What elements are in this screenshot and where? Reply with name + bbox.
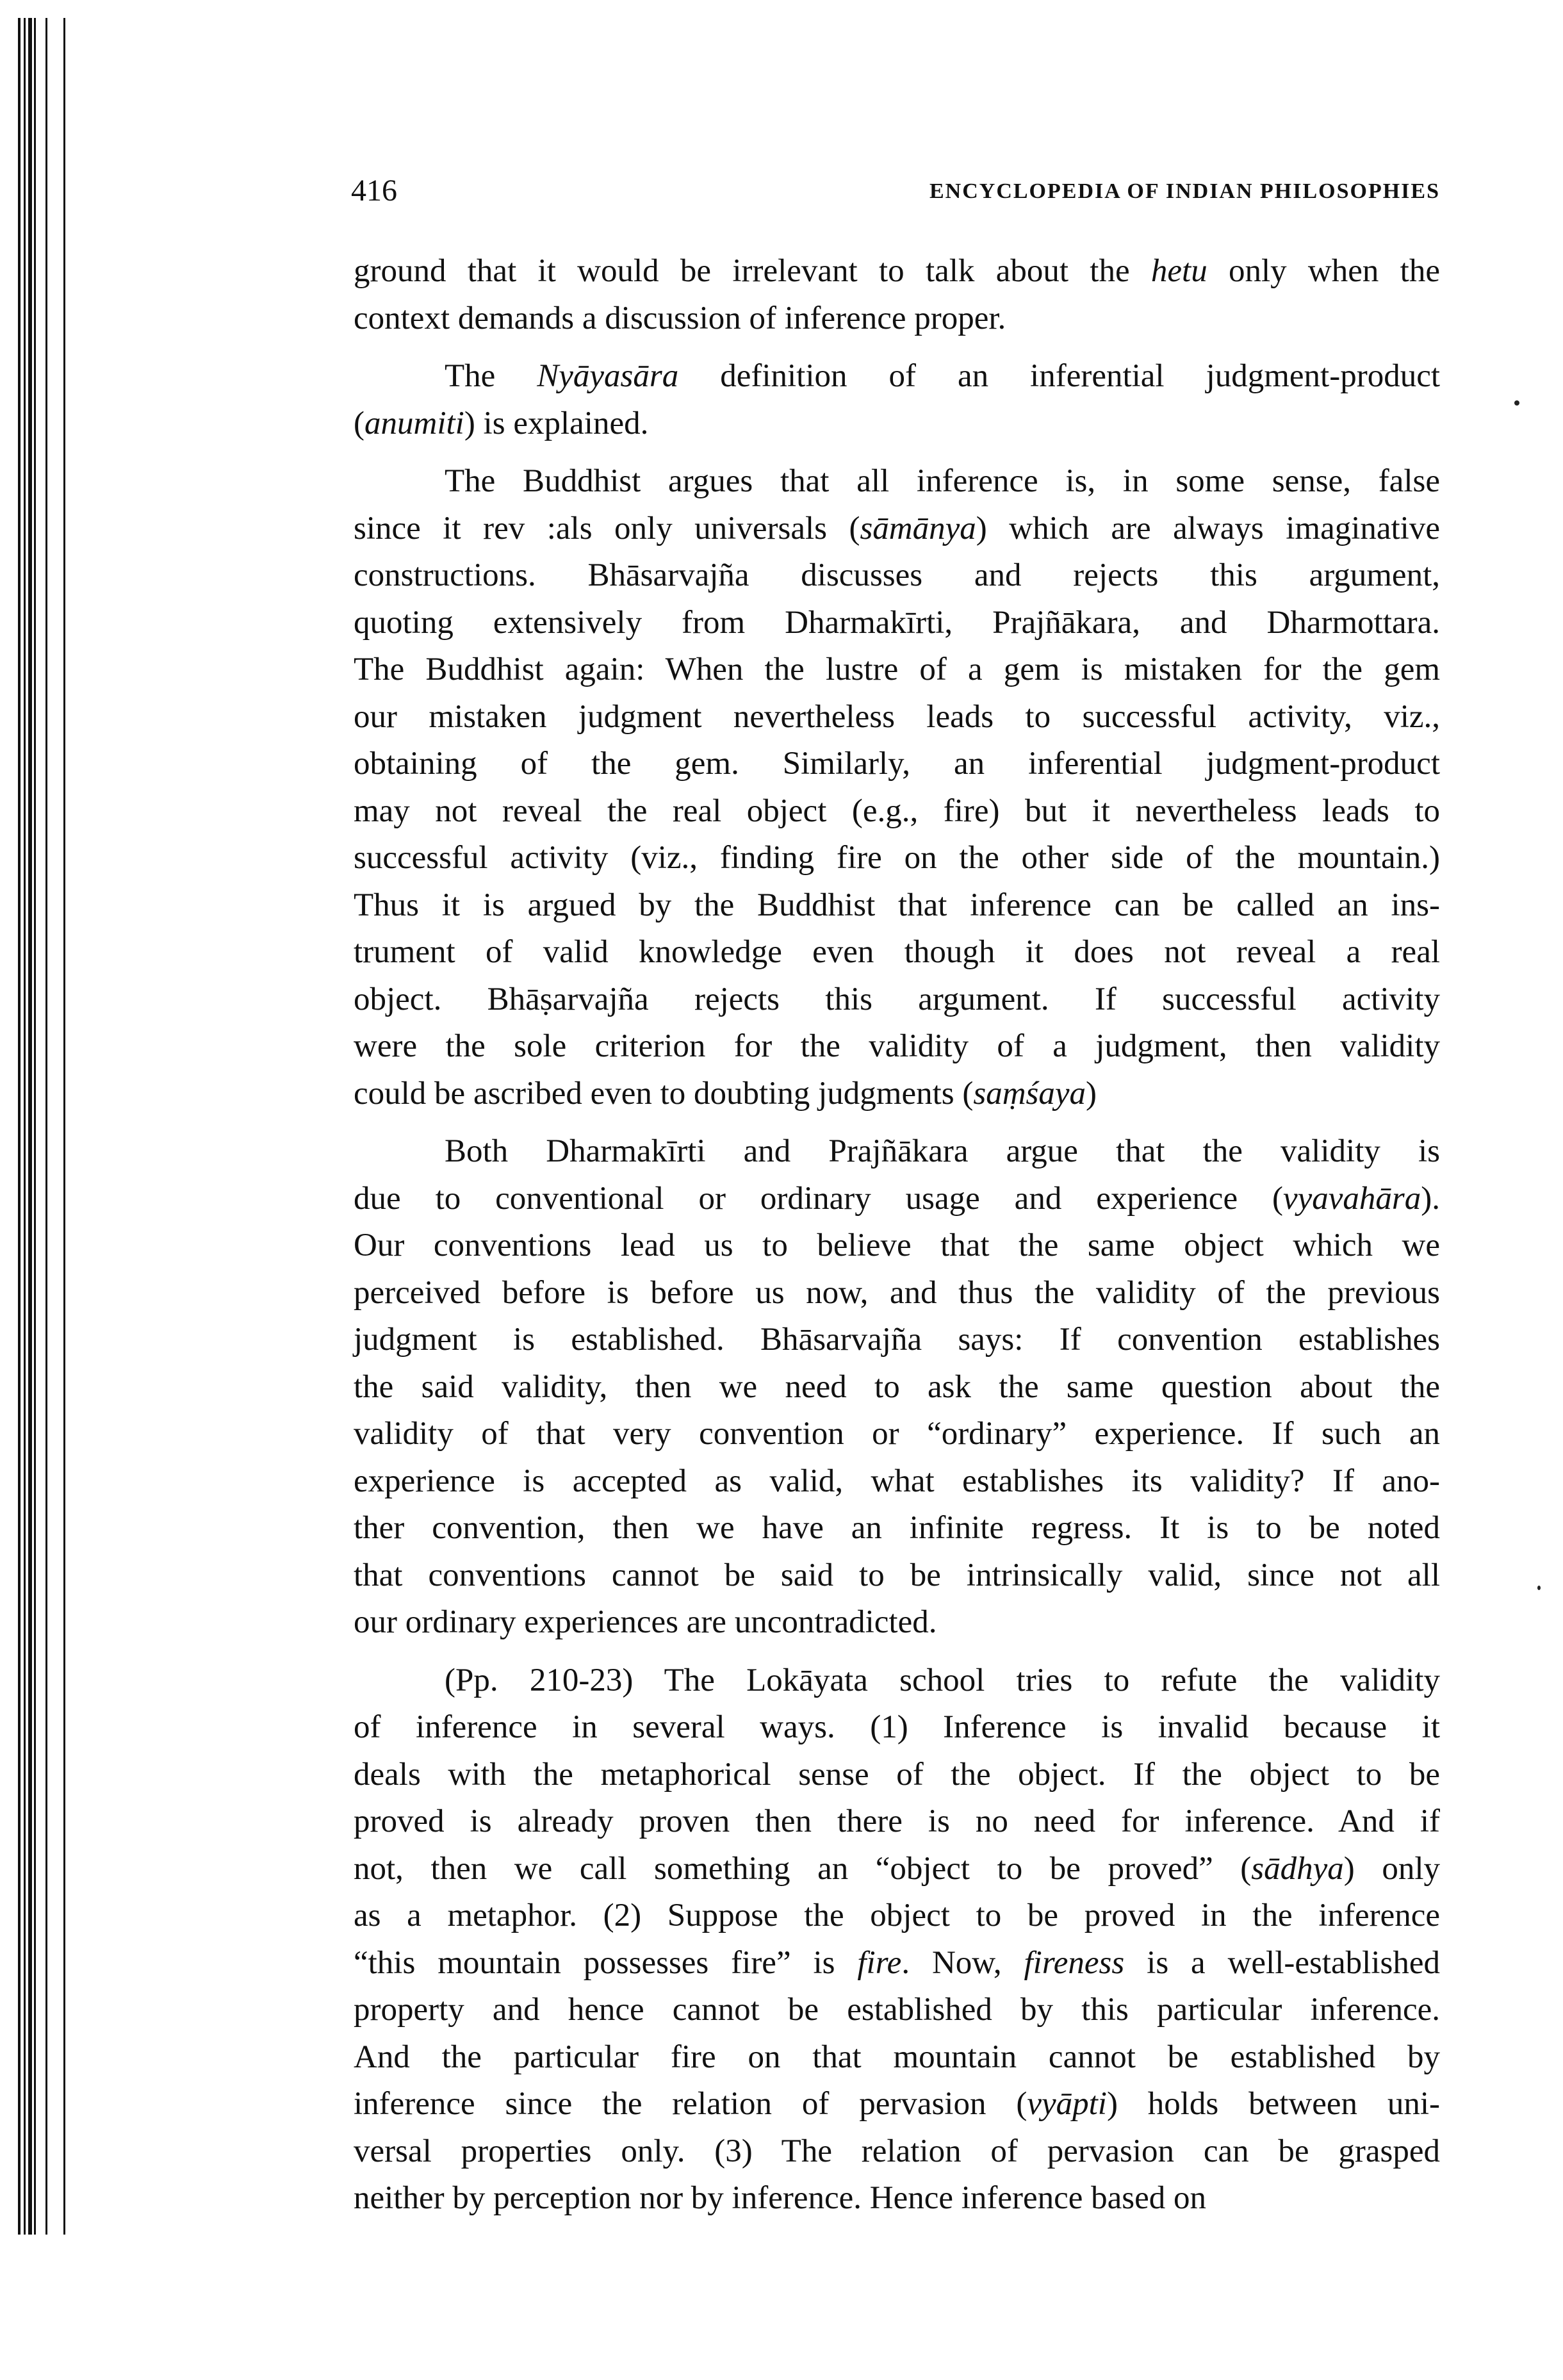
page-number: 416 bbox=[351, 174, 397, 208]
text-line: our mistaken judgment nevertheless leads to successful activity, viz., bbox=[354, 698, 1440, 735]
binding-edge-line bbox=[24, 18, 26, 2235]
paragraph bbox=[354, 458, 1440, 1117]
text-line: successful activity (viz., finding fire on the other side of the mountain.) bbox=[354, 840, 1440, 876]
italic-term: sāmānya bbox=[860, 510, 976, 546]
binding-edge-line bbox=[63, 18, 65, 2235]
text-line: that conventions cannot be said to be intrinsically valid, since not all bbox=[354, 1557, 1440, 1593]
text-line: of inference in several ways. (1) Inference is invalid because it bbox=[354, 1709, 1440, 1745]
paragraph bbox=[354, 248, 1440, 342]
binding-edge-line bbox=[18, 18, 20, 2235]
text-line: perceived before is before us now, and thus the validity of the previous bbox=[354, 1274, 1440, 1311]
text-line: due to conventional or ordinary usage and experience (vyavahāra). bbox=[354, 1180, 1440, 1217]
text-line: ther convention, then we have an infinite regress. It is to be noted bbox=[354, 1510, 1440, 1546]
binding-edge-line bbox=[28, 18, 32, 2235]
binding-edge-line bbox=[34, 18, 36, 2235]
text-line: (anumiti) is explained. bbox=[354, 405, 649, 441]
text-line: the said validity, then we need to ask the same question about the bbox=[354, 1368, 1440, 1405]
text-line: (Pp. 210-23) The Lokāyata school tries to refute the validity bbox=[445, 1662, 1440, 1698]
text-line: “this mountain possesses fire” is fire. Now, fireness is a well-established bbox=[354, 1944, 1440, 1981]
text-line: may not reveal the real object (e.g., fire) but it nevertheless leads to bbox=[354, 792, 1440, 829]
italic-term: vyavahāra bbox=[1283, 1180, 1421, 1217]
italic-term: Nyāyasāra bbox=[537, 358, 679, 394]
text-line: Both Dharmakīrti and Prajñākara argue that the validity is bbox=[445, 1133, 1440, 1169]
text-line: quoting extensively from Dharmakīrti, Prajñākara, and Dharmottara. bbox=[354, 604, 1440, 641]
text-line: constructions. Bhāsarvajña discusses and rejects this argument, bbox=[354, 557, 1440, 593]
italic-term: sādhya bbox=[1251, 1850, 1344, 1887]
running-head-title: ENCYCLOPEDIA OF INDIAN PHILOSOPHIES bbox=[929, 179, 1440, 203]
text-line: as a metaphor. (2) Suppose the object to be proved in the inference bbox=[354, 1898, 1440, 1933]
paragraph bbox=[354, 353, 1440, 447]
text-line: obtaining of the gem. Similarly, an inferential judgment-product bbox=[354, 746, 1440, 782]
text-line: Thus it is argued by the Buddhist that inference can be called an ins- bbox=[354, 887, 1440, 923]
body-text bbox=[354, 248, 1440, 2222]
paragraph bbox=[354, 1657, 1440, 2222]
italic-term: fireness bbox=[1024, 1944, 1125, 1981]
text-line: And the particular fire on that mountain cannot be established by bbox=[354, 2039, 1440, 2075]
binding-edge-line bbox=[45, 18, 47, 2235]
text-line: context demands a discussion of inference proper. bbox=[354, 300, 1006, 336]
text-line: were the sole criterion for the validity of a judgment, then validity bbox=[354, 1028, 1440, 1064]
page-header bbox=[351, 172, 1440, 210]
italic-term: hetu bbox=[1150, 253, 1207, 289]
text-line: The Nyāyasāra definition of an inferential judgment-product bbox=[445, 358, 1440, 394]
text-line: versal properties only. (3) The relation of pervasion can be grasped bbox=[354, 2133, 1440, 2169]
text-line: not, then we call something an “object to be proved” (sādhya) only bbox=[354, 1850, 1440, 1887]
text-line: validity of that very convention or “ordinary” experience. If such an bbox=[354, 1416, 1440, 1452]
text-line: judgment is established. Bhāsarvajña says: If convention establishes bbox=[354, 1322, 1440, 1358]
text-line: object. Bhāṣarvajña rejects this argument. If successful activity bbox=[354, 981, 1440, 1017]
text-line: property and hence cannot be established by this particular inference. bbox=[354, 1992, 1440, 2028]
paragraph bbox=[354, 1128, 1440, 1646]
text-line: our ordinary experiences are uncontradicted. bbox=[354, 1604, 937, 1640]
text-line: could be ascribed even to doubting judgments (saṃśaya) bbox=[354, 1075, 1097, 1112]
text-line: The Buddhist again: When the lustre of a gem is mistaken for the gem bbox=[354, 652, 1440, 687]
text-line: experience is accepted as valid, what establishes its validity? If ano- bbox=[354, 1463, 1440, 1499]
text-line: ground that it would be irrelevant to talk about the hetu only when the bbox=[354, 253, 1440, 289]
scan-speck bbox=[1537, 1586, 1541, 1590]
italic-term: fire bbox=[857, 1944, 902, 1981]
italic-term: vyāpti bbox=[1027, 2086, 1107, 2122]
italic-term: anumiti bbox=[364, 405, 464, 441]
scan-speck bbox=[1514, 400, 1519, 406]
text-line: deals with the metaphorical sense of the object. If the object to be bbox=[354, 1756, 1440, 1793]
text-line: The Buddhist argues that all inference is, in some sense, false bbox=[445, 463, 1440, 499]
italic-term: saṃśaya bbox=[973, 1075, 1086, 1112]
text-line: neither by perception nor by inference. Hence inference based on bbox=[354, 2180, 1207, 2216]
text-line: proved is already proven then there is no need for inference. And if bbox=[354, 1803, 1440, 1839]
text-line: trument of valid knowledge even though it does not reveal a real bbox=[354, 934, 1440, 970]
text-line: inference since the relation of pervasion (vyāpti) holds between uni- bbox=[354, 2086, 1441, 2122]
text-line: since it rev :als only universals (sāmānya) which are always imaginative bbox=[354, 510, 1440, 546]
text-line: Our conventions lead us to believe that the same object which we bbox=[354, 1227, 1440, 1263]
